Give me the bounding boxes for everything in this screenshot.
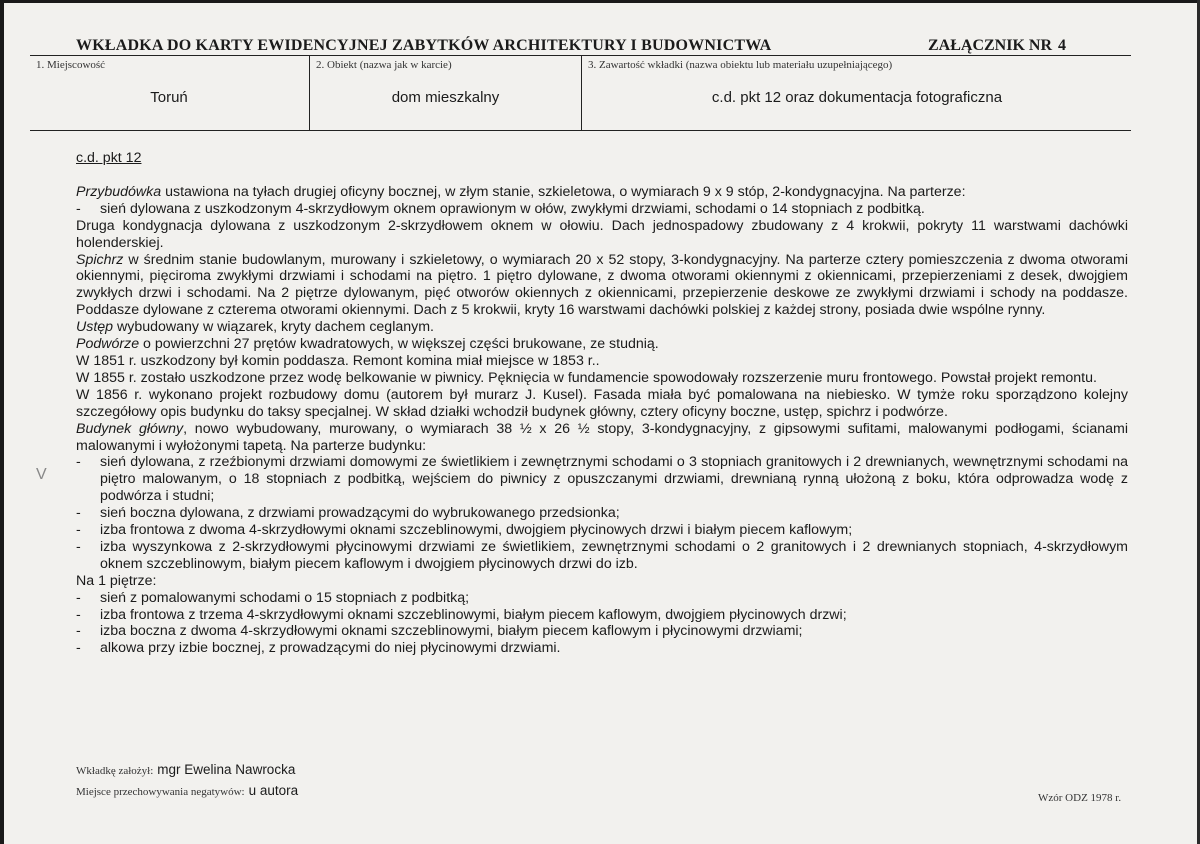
list-item: - sień dylowana z uszkodzonym 4-skrzydłowym oknem oprawionym w ołów, zwykłymi drzwiami, schodami o 14 stopniach z podbitką.: [76, 201, 1128, 218]
list-item: - sień z pomalowanymi schodami o 15 stopniach z podbitką;: [76, 590, 1128, 607]
scan-edge-top: [0, 0, 1200, 3]
list-item: - sień dylowana, z rzeźbionymi drzwiami domowymi ze świetlikiem i zewnętrznymi schodami o 3 stopniach granitowych i 2 drewnianych, wewnętrznymi schodami na piętro malowanym, o 18 stopniach z podbitką, wejściem do piwnicy z opuszczanymi drzwiami, drewnianą rynną ułożoną z boku, która odprowadza wodę z podwórza i studni;: [76, 454, 1128, 505]
paragraph-1855: W 1855 r. zostało uszkodzone przez wodę belkowanie w piwnicy. Pęknięcia w fundamencie spowodowały rozszerzenie muru frontowego. Powstał projekt remontu.: [76, 369, 1097, 386]
list-item: - izba frontowa z dwoma 4-skrzydłowymi oknami szczeblinowymi, dwojgiem płycinowych drzwi i białym piecem kaflowym;: [76, 522, 1128, 539]
field-object-value: dom mieszkalny: [391, 89, 500, 106]
paragraph-yard-text: o powierzchni 27 prętów kwadratowych, w większej części brukowane, ze studnią.: [139, 336, 659, 353]
paragraph-1856: W 1856 r. wykonano projekt rozbudowy domu (autorem był murarz J. Kusel). Fasada miała być pomalowana na niebiesko. W tymże roku sporządzono kolejny szczegółowy opis budynku do taksy specjalnej. W skład działki wchodził budynek główny, cztery oficyny boczne, ustęp, spichrz i podwórze.: [76, 386, 1128, 420]
list-item: - izba boczna z dwoma 4-skrzydłowymi oknami szczeblinowymi, białym piecem kaflowym i płycinowymi drzwiami;: [76, 623, 1128, 640]
margin-mark: V: [36, 466, 47, 483]
paragraph-granary-text: w średnim stanie budowlanym, murowany i szkieletowy, o wymiarach 20 x 52 stopy, 3-kondygnacyjny. Na parterze cztery pomieszczenia z dwoma otworami okiennymi, pięciroma zwykłymi drzwiami i schodami na piętro. 1 piętro dylowane, z dwoma otworami okiennymi z okiennicami, przepierzeniami z desek, dwojgiem zwykłych drzwi i schodami. Na 2 piętrze dylowanym, pięć otworów okiennych z okiennicami, przepierzenie deskowe ze zwykłymi drzwiami i schody na poddasze. Poddasze dylowane z czterema otworami okiennymi. Dach z 5 krokwii, kryty 16 warstwami dachówki polskiej z każdej strony, posiada dwie wspólne rynny.: [76, 251, 1128, 319]
paragraph-main-building: [76, 421, 1128, 455]
form-title: WKŁADKA DO KARTY EWIDENCYJNEJ ZABYTKÓW ARCHITEKTURY I BUDOWNICTWA: [76, 37, 772, 54]
section-heading: c.d. pkt 12: [76, 150, 142, 166]
footer-negatives-label: Miejsce przechowywania negatywów:: [76, 786, 245, 798]
field-contents-label: 3. Zawartość wkładki (nazwa obiektu lub materiału uzupełniającego): [588, 59, 893, 71]
footer-author-label: Wkładkę założył:: [76, 765, 154, 777]
field-locality: [30, 56, 308, 130]
term-extension: Przybudówka: [76, 183, 162, 200]
term-yard: Podwórze: [76, 336, 140, 353]
scan-edge-left: [0, 0, 4, 844]
paragraph-extension: [76, 184, 1128, 201]
field-locality-label: 1. Miejscowość: [36, 59, 106, 71]
list-item: - izba frontowa z trzema 4-skrzydłowymi oknami szczeblinowymi, białym piecem kaflowym, dwojgiem płycinowych drzwi;: [76, 607, 1128, 624]
field-locality-value: Toruń: [150, 89, 188, 106]
annex-label-text: ZAŁĄCZNIK NR: [928, 37, 1053, 54]
paragraph-extension-text: ustawiona na tyłach drugiej oficyny bocznej, w złym stanie, szkieletowa, o wymiarach 9 x 9 stóp, 2-kondygnacyjna. Na parterze:: [161, 183, 966, 200]
list-item: - sień boczna dylowana, z drzwiami prowadzącymi do wybrukowanego przedsionka;: [76, 505, 1128, 522]
form-model-note: Wzór ODZ 1978 r.: [1038, 792, 1122, 804]
term-privy: Ustęp: [76, 319, 114, 336]
term-granary: Spichrz: [76, 251, 124, 268]
annex-number: 4: [1058, 37, 1067, 54]
footer-negatives-value: u autora: [248, 783, 299, 798]
list-item: - izba wyszynkowa z 2-skrzydłowymi płycinowymi drzwiami ze świetlikiem, zewnętrznymi schodami o 2 granitowych i 2 drewnianych stopniach, 4-skrzydłowym oknem szczeblinowym, białym piecem kaflowym i dwojgiem płycinowych drzwi do izb.: [76, 539, 1128, 573]
field-contents: [581, 56, 1132, 130]
list-item: - alkowa przy izbie bocznej, z prowadzącymi do niej płycinowymi drzwiami.: [76, 640, 1128, 657]
footer: [76, 760, 298, 802]
document-body: [76, 150, 1128, 657]
first-floor-label: Na 1 piętrze:: [76, 572, 157, 589]
footer-author-value: mgr Ewelina Nawrocka: [157, 762, 296, 777]
paragraph-yard: [76, 336, 1128, 353]
annex-label: [928, 37, 1066, 55]
footer-negatives-line: [76, 781, 298, 802]
field-contents-value: c.d. pkt 12 oraz dokumentacja fotograficzna: [711, 89, 1003, 106]
field-object: [309, 56, 581, 130]
paragraph-privy: [76, 319, 1128, 336]
paragraph-privy-text: wybudowany w wiązarek, kryty dachem ceglanym.: [113, 319, 434, 336]
footer-author-line: [76, 760, 298, 781]
paragraph-1851: W 1851 r. uszkodzony był komin poddasza. Remont komina miał miejsce w 1853 r..: [76, 352, 600, 369]
paragraph-granary: [76, 252, 1128, 320]
header-fields-table: [30, 55, 1131, 131]
paragraph-main-building-text: , nowo wybudowany, murowany, o wymiarach 38 ½ x 26 ½ stopy, 3-kondygnacyjny, z gipsowymi sufitami, malowanymi podłogami, ścianami malowanymi i wyłożonymi tapetą. Na parterze budynku:: [76, 420, 1128, 454]
paragraph-second-storey: Druga kondygnacja dylowana z uszkodzonym 2-skrzydłowem oknem w ołowiu. Dach jednospadowy zbudowany z 4 krokwii, pokryty 11 warstwami dachówki holenderskiej.: [76, 217, 1128, 251]
term-main-building: Budynek główny: [76, 420, 184, 437]
field-object-label: 2. Obiekt (nazwa jak w karcie): [316, 59, 452, 71]
